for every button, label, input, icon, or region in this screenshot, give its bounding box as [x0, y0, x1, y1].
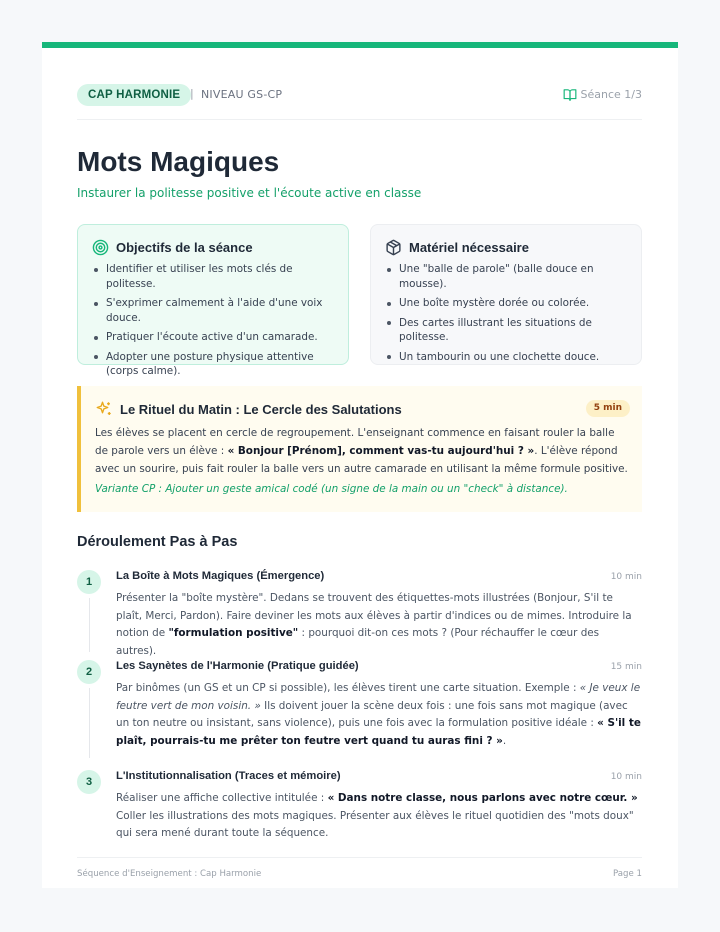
- objectives-title: Objectifs de la séance: [116, 240, 253, 255]
- step-title: Les Saynètes de l'Harmonie (Pratique guidée): [116, 660, 359, 672]
- list-item: Une boîte mystère dorée ou colorée.: [385, 296, 627, 311]
- step-number: 3: [77, 770, 101, 794]
- page-subtitle: Instaurer la politesse positive et l'écoute active en classe: [77, 186, 422, 200]
- list-item: Identifier et utiliser les mots clés de politesse.: [92, 262, 334, 291]
- session-label: Séance 1/3: [580, 88, 642, 101]
- ritual-title: Le Rituel du Matin : Le Cercle des Salutations: [120, 401, 402, 417]
- page-title: Mots Magiques: [77, 146, 280, 177]
- list-item: S'exprimer calmement à l'aide d'une voix douce.: [92, 296, 334, 325]
- list-item: Un tambourin ou une clochette douce.: [385, 350, 627, 365]
- list-item: Pratiquer l'écoute active d'un camarade.: [92, 330, 334, 345]
- objectives-card: [77, 224, 349, 377]
- duration-badge: 5 min: [586, 400, 630, 417]
- page-number: Page 1: [612, 869, 642, 879]
- target-icon: [92, 239, 109, 256]
- step-title: La Boîte à Mots Magiques (Émergence): [116, 570, 325, 582]
- step-number: 2: [77, 660, 101, 684]
- step-description: Présenter la "boîte mystère". Dedans se trouvent des étiquettes-mots illustrées (Bonjour, S'il te plaît, Merci, Pardon). Faire deviner les mots aux élèves à partir d'indices ou de mimes. Introduire la notion de "formulation positive" : pourquoi dit-on ces mots ? (Pour réchauffer le cœur des autres).: [116, 592, 632, 657]
- step-item: [77, 770, 642, 843]
- step-item: [77, 660, 642, 770]
- materials-title: Matériel nécessaire: [409, 240, 529, 255]
- lesson-page: [42, 42, 678, 888]
- ritual-variant: Variante CP : Ajouter un geste amical codé (un signe de la main ou un "check" à distance).: [95, 483, 568, 495]
- footer-sequence-label: Séquence d'Enseignement : Cap Harmonie: [77, 869, 262, 879]
- step-description: Réaliser une affiche collective intitulée : « Dans notre classe, nous parlons avec notre cœur. » Coller les illustrations des mots magiques. Présenter aux élèves le rituel quotidien des "mots doux" qui sera mené durant toute la séquence.: [116, 792, 638, 839]
- materials-card: [370, 224, 642, 365]
- list-item: Une "balle de parole" (balle douce en mousse).: [385, 262, 627, 291]
- step-number: 1: [77, 570, 101, 594]
- page-header: [77, 84, 642, 120]
- timeline-line: [89, 598, 90, 652]
- ritual-description: Les élèves se placent en cercle de regroupement. L'enseignant commence en faisant rouler la balle de parole vers un élève : « Bonjour [Prénom], comment vas-tu aujourd'hui ? ». L'élève répond avec un sourire, puis fait rouler la balle vers un autre camarade en utilisant la même formule positive.: [95, 427, 628, 475]
- step-duration: 10 min: [610, 772, 642, 782]
- level-label: NIVEAU GS-CP: [201, 88, 283, 101]
- sparkles-icon: [95, 400, 113, 418]
- box-icon: [385, 239, 402, 256]
- step-duration: 15 min: [610, 662, 642, 672]
- program-badge: CAP HARMONIE: [77, 84, 191, 106]
- step-description: Par binômes (un GS et un CP si possible), les élèves tirent une carte situation. Exemple : « Je veux le feutre vert de mon voisin. » Ils doivent jouer la scène deux fois : une fois sans mot magique (avec un ton neutre ou insistant, sans violence), puis une fois avec la formulation positive idéale : « S'il te plaît, pourrais-tu me prêter ton feutre vert quand tu auras fini ? ».: [116, 682, 641, 747]
- objectives-list: [92, 262, 334, 379]
- objectives-heading: [92, 239, 334, 256]
- step-duration: 10 min: [610, 572, 642, 582]
- step-item: [77, 570, 642, 660]
- materials-heading: [385, 239, 627, 256]
- header-separator: |: [190, 87, 194, 100]
- step-title: L'Institutionnalisation (Traces et mémoire): [116, 770, 341, 782]
- steps-heading: Déroulement Pas à Pas: [77, 534, 238, 550]
- timeline-line: [89, 688, 90, 758]
- materials-list: [385, 262, 627, 364]
- list-item: Des cartes illustrant les situations de politesse.: [385, 316, 627, 345]
- steps-list: [77, 570, 642, 843]
- ritual-heading: [95, 398, 628, 420]
- page-footer: [77, 857, 642, 879]
- list-item: Adopter une posture physique attentive (corps calme).: [92, 350, 334, 379]
- session-indicator: [563, 88, 642, 101]
- book-open-icon: [563, 88, 577, 101]
- morning-ritual-box: [77, 386, 642, 512]
